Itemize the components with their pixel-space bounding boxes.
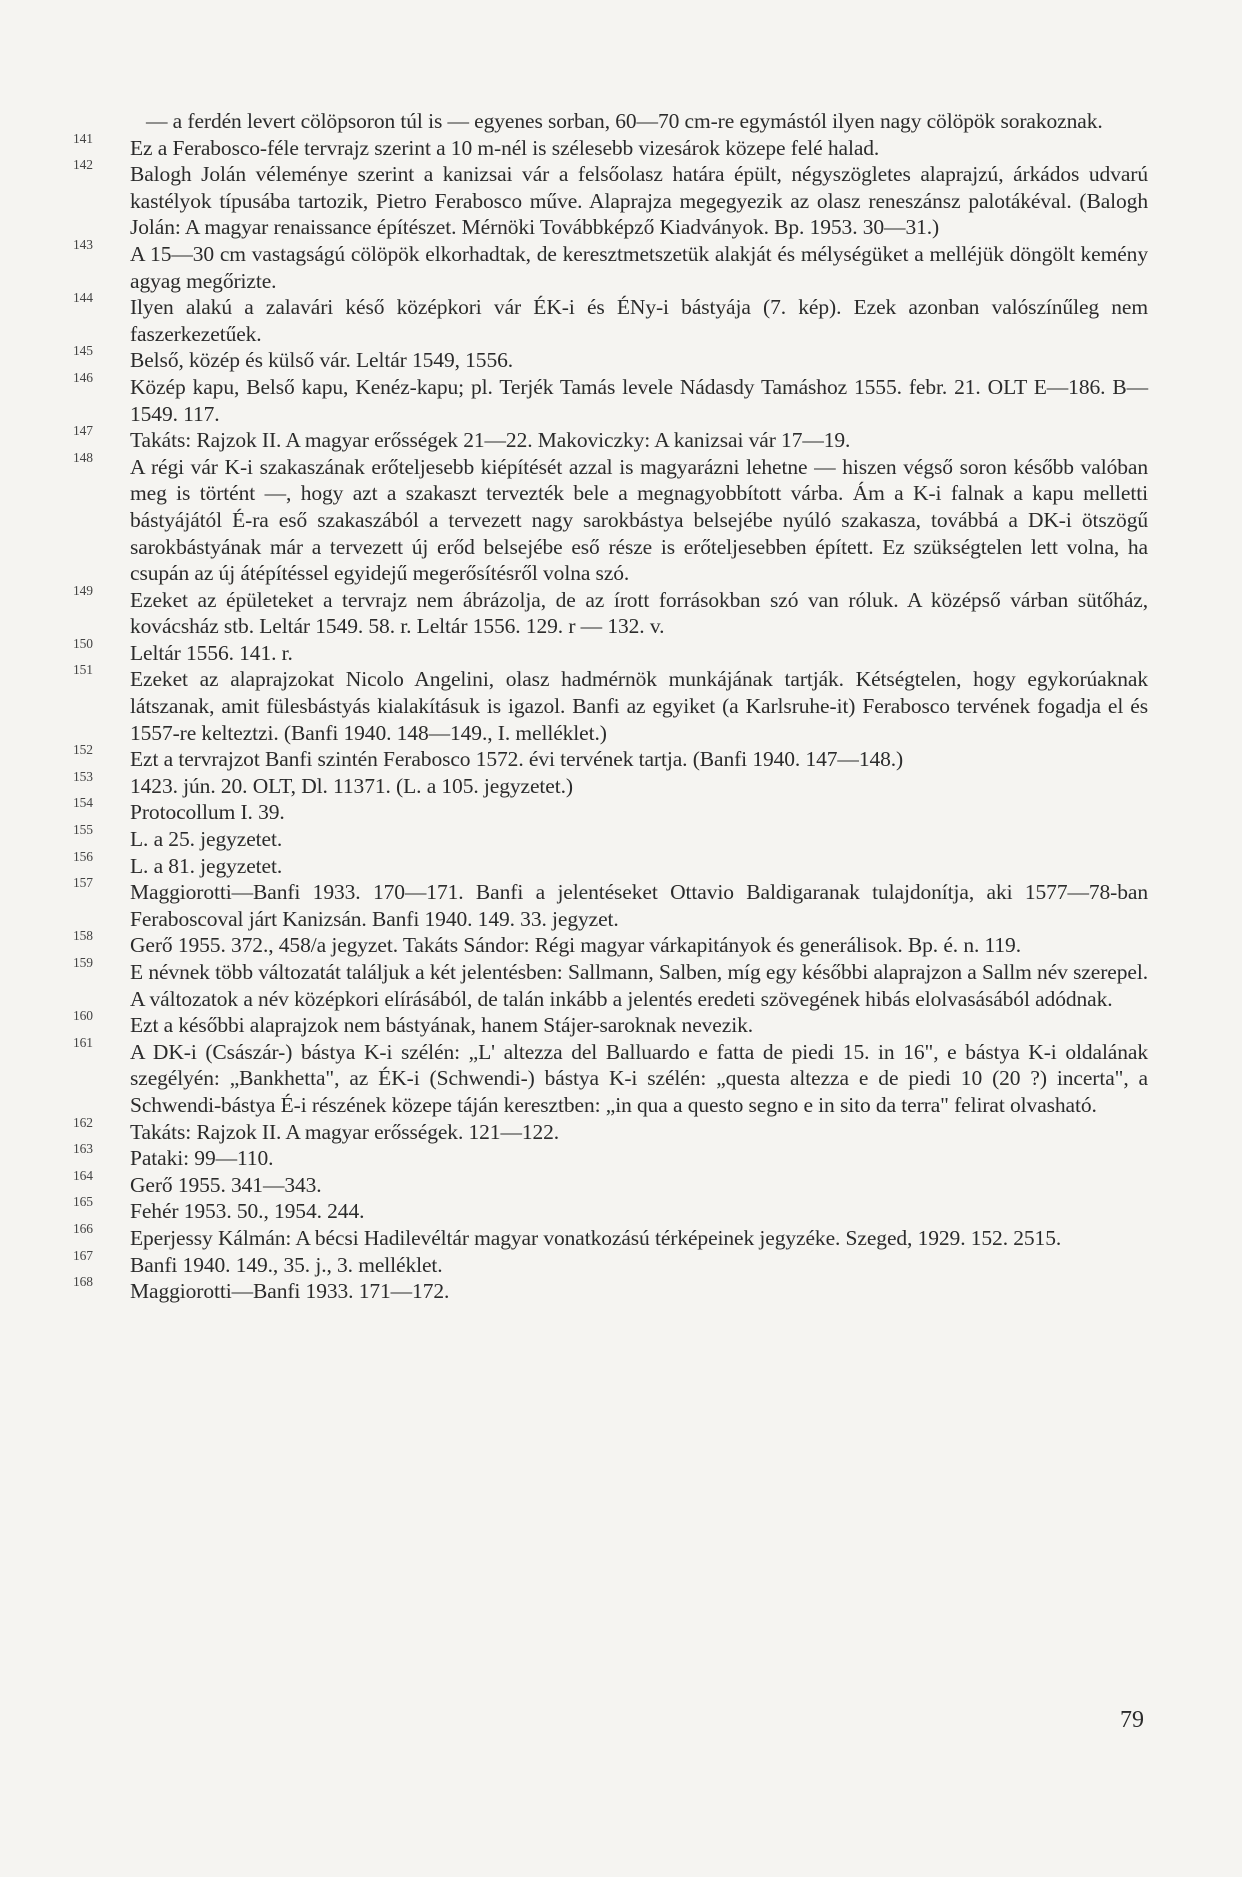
footnote-number: 155 (73, 822, 93, 838)
footnote-text: Pataki: 99—110. (130, 1146, 274, 1171)
footnote-162 (73, 1114, 1148, 1146)
footnote-168 (73, 1274, 1148, 1305)
footnote-142 (73, 157, 1148, 241)
footnote-text: Közép kapu, Belső kapu, Kenéz-kapu; pl. Terjék Tamás levele Nádasdy Tamáshoz 1555. febr. 21. OLT E—186. B—1549. 117. (130, 374, 1148, 426)
footnote-143 (73, 236, 1148, 294)
footnote-text: L. a 25. jegyzetet. (130, 827, 283, 852)
footnote-text: Belső, közép és külső vár. Leltár 1549, 1556. (130, 348, 514, 373)
footnote-text: Leltár 1556. 141. r. (130, 640, 293, 665)
footnote-159 (73, 955, 1148, 1012)
footnote-number: 143 (73, 236, 93, 252)
footnote-148 (73, 449, 1148, 587)
footnote-text: Ezeket az alaprajzokat Nicolo Angelini, olasz hadmérnök munkájának tartják. Kétségtelen, hogy egykorúaknak látszanak, amit fülesbástyás kialakításuk is igazol. Banfi az egyiket (a Karlsruhe-it) Ferabosco tervének fogadja el és 1557-re kelteztzi. (Banfi 1940. 148—149., I. melléklet.) (130, 667, 1148, 745)
footnote-number: 154 (73, 795, 93, 811)
footnotes-list (73, 108, 1148, 1305)
footnote-number: 148 (73, 449, 93, 465)
footnote-text: Protocollum I. 39. (130, 800, 285, 825)
footnote-number: 160 (73, 1008, 93, 1024)
footnote-text: Ezeket az épületeket a tervrajz nem ábrázolja, de az írott forrásokban szó van róluk. A középső várban sütőház, kovácsház stb. Leltár 1549. 58. r. Leltár 1556. 129. r — 132. v. (130, 587, 1148, 639)
footnote-160 (73, 1008, 1148, 1039)
footnote-141 (73, 130, 1148, 162)
footnote-number: 153 (73, 768, 93, 784)
footnote-number: 152 (73, 742, 93, 758)
footnote-157 (73, 875, 1148, 932)
footnote-text: Eperjessy Kálmán: A bécsi Hadilevéltár magyar vonatkozású térképeinek jegyzéke. Szeged, 1929. 152. 2515. (130, 1225, 1062, 1250)
footnote-number: 161 (73, 1034, 93, 1050)
footnote-text: Gerő 1955. 341—343. (130, 1172, 322, 1197)
footnote-154 (73, 795, 1148, 826)
footnote-number: 142 (73, 157, 93, 173)
footnote-number: 149 (73, 582, 93, 598)
footnote-156 (73, 848, 1148, 880)
footnote-number: 144 (73, 290, 93, 306)
footnote-163 (73, 1141, 1148, 1172)
footnote-151 (73, 662, 1148, 746)
footnote-145 (73, 343, 1148, 374)
footnote-number: 157 (73, 875, 93, 891)
footnote-153 (73, 768, 1148, 800)
footnote-text: A régi vár K-i szakaszának erőteljesebb kiépítését azzal is magyarázni lehetne — hiszen végső soron később valóban meg is történt —, hogy azt a szakaszt tervezték bele a megnagyobbított várba. Ám a K-i falnak a kapu melletti bástyájától É-ra eső szakaszából a tervezett nagy sarokbástya belsejébe nyúló szakasza, továbbá a DK-i ötszögű sarokbástyának már a tervezett új erőd belsejébe eső része is erőteljesebben épített. Ez szükségtelen lett volna, ha csupán az új átépítéssel egyidejű megerősítésről volna szó. (130, 454, 1148, 586)
footnote-149 (73, 582, 1148, 640)
footnote-text: Balogh Jolán véleménye szerint a kanizsai vár a felsőolasz határa épült, négyszögletes alaprajzú, árkádos udvarú kastélyok típusába tartozik, Pietro Ferabosco műve. Alaprajza megegyezik az olasz reneszánsz palotákéval. (Balogh Jolán: A magyar renaissance építészet. Mérnöki Továbbképző Kiadványok. Bp. 1953. 30—31.) (130, 162, 1148, 240)
footnote-number: 166 (73, 1220, 93, 1236)
footnote-number: 167 (73, 1247, 93, 1263)
footnote-text: Ilyen alakú a zalavári késő középkori vár ÉK-i és ÉNy-i bástyája (7. kép). Ezek azonban valószínűleg nem faszerkezetűek. (130, 295, 1148, 346)
footnote-text: Takáts: Rajzok II. A magyar erősségek. 121—122. (130, 1119, 560, 1144)
footnote-152 (73, 742, 1148, 773)
footnote-158 (73, 928, 1148, 959)
footnote-text: Banfi 1940. 149., 35. j., 3. melléklet. (130, 1252, 443, 1277)
footnote-number: 168 (73, 1274, 93, 1290)
footnote-text: Maggiorotti—Banfi 1933. 170—171. Banfi a jelentéseket Ottavio Baldigaranak tulajdonítja, aki 1577—78-ban Feraboscoval járt Kanizsán. Banfi 1940. 149. 33. jegyzet. (130, 880, 1148, 931)
footnote-146 (73, 369, 1148, 427)
footnote-166 (73, 1220, 1148, 1252)
footnote-161 (73, 1034, 1148, 1119)
footnote-167 (73, 1247, 1148, 1279)
footnote-number: 164 (73, 1167, 93, 1183)
footnote-text: E névnek több változatát találjuk a két jelentésben: Sallmann, Salben, míg egy későbbi alaprajzon a Sallm név szerepel. A változatok a név középkori elírásából, de talán inkább a jelentés eredeti szövegének hibás elolvasásából adódnak. (130, 960, 1148, 1011)
footnote-number: 151 (73, 662, 93, 678)
footnote-144 (73, 290, 1148, 347)
footnote-number: 141 (73, 130, 93, 146)
footnote-text: Ezt a későbbi alaprajzok nem bástyának, hanem Stájer-saroknak nevezik. (130, 1013, 753, 1038)
footnote-147 (73, 423, 1148, 454)
footnote-number: 146 (73, 369, 93, 385)
footnote-text: 1423. jún. 20. OLT, Dl. 11371. (L. a 105. jegyzetet.) (130, 773, 573, 798)
footnote-text: Takáts: Rajzok II. A magyar erősségek 21—22. Makoviczky: A kanizsai vár 17—19. (130, 428, 851, 453)
footnote-text: L. a 81. jegyzetet. (130, 853, 283, 878)
footnote-number: 150 (73, 635, 93, 651)
footnote-155 (73, 822, 1148, 853)
footnote-text: A 15—30 cm vastagságú cölöpök elkorhadtak, de keresztmetszetük alakját és mélységüket a melléjük döngölt kemény agyag megőrizte. (130, 241, 1148, 293)
footnote-number: 145 (73, 343, 93, 359)
footnote-number: 159 (73, 955, 93, 970)
footnote-number: 165 (73, 1194, 93, 1210)
footnote-number: 158 (73, 928, 93, 944)
page-number: 79 (1120, 1707, 1144, 1733)
footnote-text: Fehér 1953. 50., 1954. 244. (130, 1199, 365, 1224)
footnote-number: 147 (73, 423, 93, 439)
footnote-number: 156 (73, 848, 93, 864)
footnote-164 (73, 1167, 1148, 1199)
footnote-number: 162 (73, 1114, 93, 1130)
footnote-text: Maggiorotti—Banfi 1933. 171—172. (130, 1279, 450, 1304)
footnote-text: Ez a Ferabosco-féle tervrajz szerint a 10 m-nél is szélesebb vizesárok közepe felé halad. (130, 135, 880, 160)
footnote-number: 163 (73, 1141, 93, 1157)
footnote-text: — a ferdén levert cölöpsoron túl is — egyenes sorban, 60—70 cm-re egymástól ilyen nagy cölöpök sorakoznak. (146, 109, 1103, 133)
footnote-text: Ezt a tervrajzot Banfi szintén Ferabosco 1572. évi tervének tartja. (Banfi 1940. 147—148.) (130, 747, 904, 772)
footnote-165 (73, 1194, 1148, 1225)
footnote-text: A DK-i (Császár-) bástya K-i szélén: „L' altezza del Balluardo e fatta de piedi 15. in 16", e bástya K-i oldalának szegélyén: „Bankhetta", az ÉK-i (Schwendi-) bástya K-i szélén: „questa altezza e de piedi 10 (20 ?) incerta", a Schwendi-bástya É-i részének közepe táján keresztben: „in qua a questo segno e in sito da terra" felirat olvasható. (130, 1039, 1148, 1117)
footnote-continuation (118, 108, 1148, 135)
footnote-150 (73, 635, 1148, 667)
footnote-text: Gerő 1955. 372., 458/a jegyzet. Takáts Sándor: Régi magyar várkapitányok és generálisok. Bp. é. n. 119. (130, 933, 1021, 958)
